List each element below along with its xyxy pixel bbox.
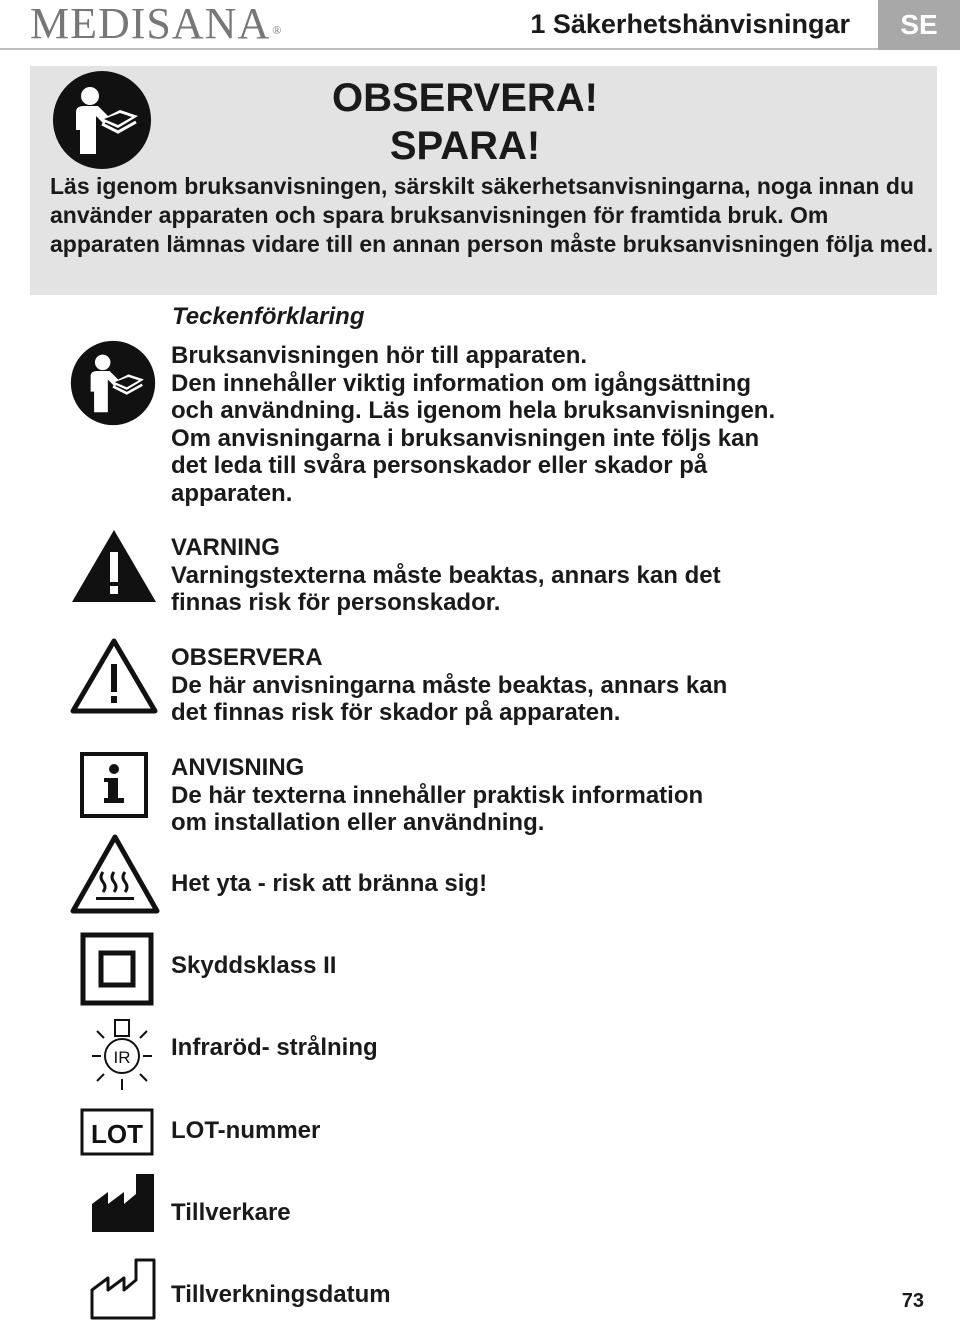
lot-number-icon: [80, 1108, 154, 1156]
chapter-title: 1 Säkerhetshänvisningar: [530, 9, 850, 39]
notice-title: [30, 74, 960, 170]
svg-text:LOT: LOT: [91, 1119, 143, 1149]
infrared-icon: [84, 1014, 164, 1094]
language-tab: SE: [878, 0, 960, 50]
legend-desc-hot-surface: Het yta - risk att bränna sig!: [171, 870, 488, 897]
warning-filled-icon: [70, 528, 158, 604]
legend-desc-read-manual: Bruksanvisningen hör till apparaten. Den innehåller viktig information om igångsättning och användning. Läs igenom hela bruksanvisningen. Om anvisningarna i bruksanvisningen inte följs kan det leda till svåra personskador eller skador på apparaten.: [171, 342, 776, 507]
legend-desc-warning: VARNING Varningstexterna måste beaktas, annars kan det finnas risk för personskador.: [171, 534, 721, 616]
protection-class-ii-icon: [80, 932, 154, 1006]
notice-title-line1: OBSERVERA!: [332, 76, 598, 120]
header-divider: [0, 48, 878, 50]
page-header: [0, 0, 960, 52]
legend-desc-manufacturing-date: Tillverkningsdatum: [171, 1281, 391, 1308]
notice-title-line2: SPARA!: [389, 124, 541, 168]
page-number: 73: [901, 1290, 924, 1312]
notice-text: Läs igenom bruksanvisningen, särskilt säkerhetsanvisningarna, noga innan du använder apparaten och spara bruksanvisningen för framtida bruk. Om apparaten lämnas vidare till en annan person måste bruksanvisningen följa med.: [50, 173, 934, 257]
medisana-logo: MEDISANA ®: [30, 0, 283, 48]
read-manual-icon: [52, 70, 152, 170]
svg-text:IR: IR: [113, 1048, 131, 1067]
caution-outline-icon: [70, 638, 158, 714]
info-icon: [80, 752, 148, 818]
notice-box: [30, 66, 937, 295]
manufacturer-icon: [90, 1172, 156, 1234]
legend-desc-infrared: Infraröd- strålning: [171, 1034, 378, 1061]
legend-desc-info: ANVISNING De här texterna innehåller praktisk information om installation eller användning.: [171, 754, 704, 836]
legend-desc-caution: OBSERVERA De här anvisningarna måste beaktas, annars kan det finnas risk för skador på apparaten.: [171, 644, 728, 726]
manufacturing-date-icon: [90, 1258, 156, 1320]
legend-desc-lot: LOT-nummer: [171, 1117, 321, 1144]
read-manual-icon: [70, 340, 156, 426]
legend-desc-protection-class: Skyddsklass II: [171, 952, 337, 979]
legend-heading: Teckenförklaring: [172, 303, 365, 330]
legend-desc-manufacturer: Tillverkare: [171, 1199, 291, 1226]
hot-surface-icon: [70, 834, 160, 914]
